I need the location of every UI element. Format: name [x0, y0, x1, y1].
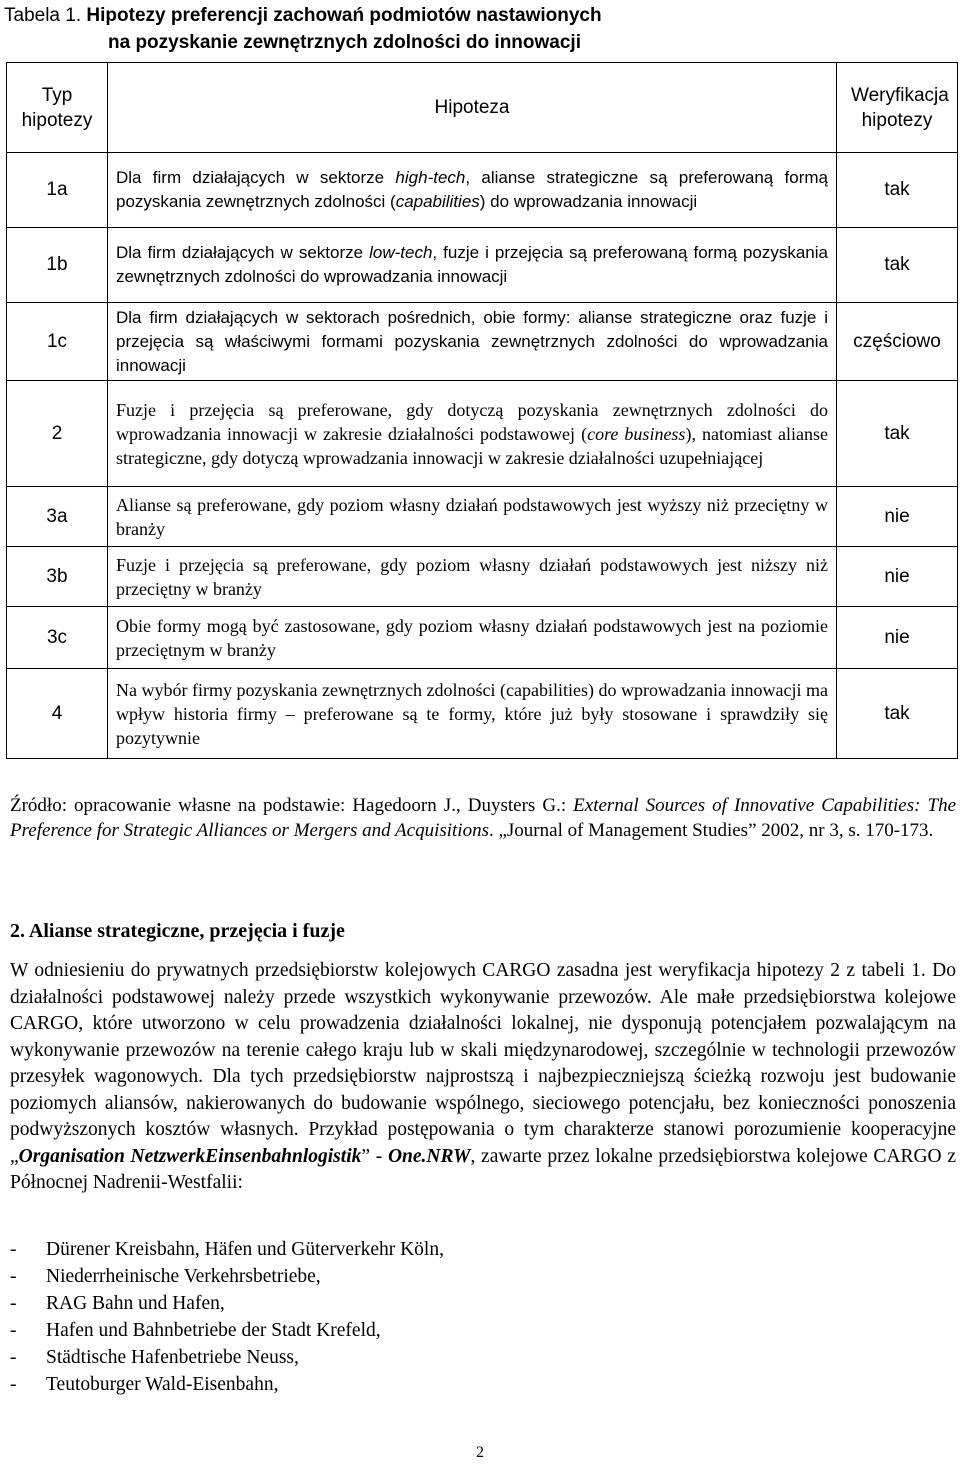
section-title: 2. Alianse strategiczne, przejęcia i fuzje [10, 920, 345, 942]
table-row [7, 669, 958, 759]
company-name: Teutoburger Wald-Eisenbahn, [46, 1374, 279, 1395]
hypothesis-text-part: , fuzje i przejęcia są preferowaną formą pozyskania zewnętrznych zdolności do wprowadzania innowacji [116, 243, 828, 286]
company-name: RAG Bahn und Hafen, [46, 1293, 225, 1314]
list-marker: - [10, 1320, 17, 1341]
hypothesis-type: 3c [7, 607, 108, 669]
verification-result: nie [837, 547, 958, 607]
table-row [7, 487, 958, 547]
hypothesis-text [108, 547, 837, 607]
hypothesis-text-part: Fuzje i przejęcia są preferowane, gdy dotyczą pozyskania zewnętrznych zdolności do wprowadzania innowacji w zakresie działalności podstawowej ( [116, 399, 828, 444]
verification-result: tak [837, 228, 958, 303]
hypothesis-text-part: ), natomiast alianse strategiczne, gdy dotyczą wprowadzania innowacji w zakresie działalności uzupełniającej [116, 423, 828, 468]
source-label: Źródło: [10, 795, 67, 816]
company-name: Städtische Hafenbetriebe Neuss, [46, 1347, 299, 1368]
table-header-row [7, 63, 958, 153]
company-name: Hafen und Bahnbetriebe der Stadt Krefeld, [46, 1320, 381, 1341]
table-row [7, 547, 958, 607]
hypothesis-text-part: high-tech [395, 168, 466, 187]
table-caption [4, 2, 944, 56]
hypothesis-text-part: Na wybór firmy pozyskania zewnętrznych zdolności (capabilities) do wprowadzania innowacji ma wpływ historia firmy – preferowane są te formy, które już były stosowane i sprawdziły się pozytywnie [116, 679, 828, 748]
company-name: Dürener Kreisbahn, Häfen und Güterverkehr Köln, [46, 1239, 444, 1260]
list-marker: - [10, 1347, 17, 1368]
caption-prefix: Tabela 1. [4, 5, 82, 26]
hypothesis-text [108, 228, 837, 303]
paragraph-part: ” - [361, 1145, 388, 1167]
hypothesis-text [108, 303, 837, 381]
table-row [7, 607, 958, 669]
verification-result: nie [837, 607, 958, 669]
list-item [10, 1263, 444, 1290]
hypothesis-text-part: Dla firm działających w sektorze [116, 168, 396, 187]
source-italic-title: External Sources of Innovative Capabilities: The Preference for Strategic Alliances or Mergers and Acquisitions [10, 795, 956, 841]
header-type: Typ hipotezy [7, 63, 108, 153]
header-verification: Weryfikacja hipotezy [837, 63, 958, 153]
hypothesis-text-part: Dla firm działających w sektorach pośrednich, obie formy: alianse strategiczne oraz fuzje i przejęcia są właściwymi formami pozyskania zewnętrznych zdolności do wprowadzania innowacji [116, 307, 828, 375]
list-item [10, 1371, 444, 1398]
verification-result: tak [837, 153, 958, 228]
hypothesis-text-part: low-tech [369, 243, 433, 262]
hypothesis-text-part: Obie formy mogą być zastosowane, gdy poziom własny działań podstawowych jest na poziomie przeciętnym w branży [116, 615, 828, 660]
hypothesis-type: 3a [7, 487, 108, 547]
source-note [10, 793, 956, 843]
verification-result: tak [837, 669, 958, 759]
header-hypothesis: Hipoteza [108, 63, 837, 153]
table-row [7, 303, 958, 381]
hypothesis-text [108, 381, 837, 487]
hypothesis-text-part: core business [587, 423, 686, 444]
hypothesis-text-part: Fuzje i przejęcia są preferowane, gdy poziom własny działań podstawowych jest niższy niż przeciętny w branży [116, 554, 828, 599]
paragraph-part: W odniesieniu do prywatnych przedsiębiorstw kolejowych CARGO zasadna jest weryfikacja hipotezy 2 z tabeli 1. Do działalności podstawowej należy przede wszystkich wykonywanie przewozów. Ale małe przedsiębiorstwa kolejowe CARGO, które utworzono w celu prowadzenia działalności lokalnej, nie dysponują potencjałem pozwalającym na wykonywanie przewozów na terenie całego kraju lub w skali międzynarodowej, szczególnie w technologii przewozów przesyłek wagonowych. Dla tych przedsiębiorstw najprostszą i najbezpieczniejszą ścieżką rozwoju jest budowanie poziomych aliansów, nakierowanych do budowanie wspólnego, sieciowego potencjału, bez konieczności ponoszenia podwyższonych kosztów własnych. Przykład postępowania o tym charakterze stanowi porozumienie kooperacyjne „ [10, 960, 956, 1167]
body-paragraph [10, 958, 956, 1197]
list-item [10, 1290, 444, 1317]
paragraph-part: , zawarte przez lokalne przedsiębiorstwa kolejowe CARGO z Północnej Nadrenii-Westfalii: [10, 1145, 957, 1193]
hypothesis-text-part: Dla firm działających w sektorze [116, 243, 370, 262]
caption-title-line2: na pozyskanie zewnętrznych zdolności do innowacji [108, 32, 581, 53]
hypothesis-type: 4 [7, 669, 108, 759]
hypothesis-text-part: , alianse strategiczne są preferowaną formą pozyskania zewnętrznych zdolności ( [116, 168, 828, 211]
hypothesis-text-part: ) do wprowadzania innowacji [479, 192, 698, 211]
verification-result: częściowo [837, 303, 958, 381]
hypothesis-text [108, 153, 837, 228]
hypothesis-text [108, 487, 837, 547]
company-list [10, 1236, 444, 1398]
table-row [7, 153, 958, 228]
list-item [10, 1344, 444, 1371]
hypothesis-text [108, 669, 837, 759]
table-row [7, 381, 958, 487]
paragraph-part: Organisation NetzwerkEinsenbahnlogistik [18, 1145, 362, 1167]
caption-title-line1: Hipotezy preferencji zachowań podmiotów nastawionych [86, 5, 602, 26]
source-text-after: . „Journal of Management Studies” 2002, nr 3, s. 170-173. [488, 820, 934, 841]
list-marker: - [10, 1239, 17, 1260]
hypothesis-text [108, 607, 837, 669]
hypothesis-type: 1b [7, 228, 108, 303]
list-marker: - [10, 1293, 17, 1314]
table-row [7, 228, 958, 303]
hypothesis-type: 2 [7, 381, 108, 487]
list-item [10, 1317, 444, 1344]
company-name: Niederrheinische Verkehrsbetriebe, [46, 1266, 321, 1287]
hypothesis-type: 1c [7, 303, 108, 381]
hypothesis-type: 1a [7, 153, 108, 228]
list-marker: - [10, 1374, 17, 1395]
list-marker: - [10, 1266, 17, 1287]
paragraph-part: One.NRW [387, 1145, 471, 1167]
page-number: 2 [476, 1444, 484, 1461]
hypotheses-table [6, 62, 958, 759]
hypothesis-type: 3b [7, 547, 108, 607]
list-item [10, 1236, 444, 1263]
hypothesis-text-part: Alianse są preferowane, gdy poziom własny działań podstawowych jest wyższy niż przeciętny w branży [116, 494, 828, 539]
verification-result: tak [837, 381, 958, 487]
hypothesis-text-part: capabilities [395, 192, 480, 211]
source-text-before: opracowanie własne na podstawie: Hagedoorn J., Duysters G.: [67, 795, 574, 816]
verification-result: nie [837, 487, 958, 547]
